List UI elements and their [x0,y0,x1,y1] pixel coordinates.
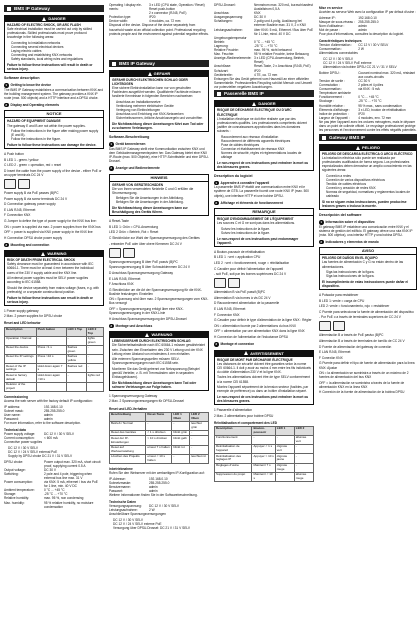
power-supply-icons [109,248,209,258]
step-number-3: 3 [215,342,218,347]
step-number-2: 2 [110,166,113,171]
power-supply-icons [319,321,417,331]
reset-table: Description Push button LED 1 Top LED 2 Top Operation / Normal - - lights green Reset the device Press <1 s flashes green - Reset the IP settings Press >10 s flashes yellow - Reset of the IP settings Hold down again 7 s flashes red - Reset to factory default Hold down again <10 s - lights red Deletion of the project [4,327,104,392]
warning-triangle-icon [41,252,45,256]
table-row: Réinitialisation des réglages IP Appuyer > 10 s clignote jaune - [215,454,314,463]
table-row: Reset des Gerätes < 1 s drücken blinkt grün - [110,431,209,436]
column-english: BMS IP Gateway DANGER HAZARD OF ELECTRIC SHOCK, OR ARC FLASH Safe electrical installation must be carried out only by skilled professionals. Skilled professionals must prove profound knowledge in the following areas: • Connecting to installation networks • Connecting several electrical devices • Laying electric cables • Connecting and establishing KNX networks • Safety standards, local wiring rules and regulations Failure to follow these instructions will result in death or serious injury. Software description 1 Getting to know the device The BMS IP Gateway establishes a communication between KNX and the building management system. The gateway provides a KNX IP route (max. 500 objects) and a HTTP interface and a DPSU choke. 2 Display and Operating elements NOTICE HAZARD OF EQUIPMENT DAMAGE The gateway E and B are not within the power supplies. • Follow the instructions in the figure after making power supply (E and B). • Follow the instructions in the figure. Failure to follow these instructions can damage the device. A Push button B LED 1 - green / yellow C LED 2 - green = operation, red = reset D Insert the cable from the power supply of the device - either PoE or an upper terminals DC 24 V Power supply B via PoE passes (B)PC Power supply B via screw terminals DC 24 V D Connection gateway power supply E LAN RJ45, Ethernet F Connection KNX G Jumper to define the type of power supply for the KNX bus line: ON = power is supplied via max. 2 power supplies from the KNX bus OFF = power is supplied via KNX power supply in the KNX line H Connection DPSU choke power supply 3 Mounting and connection WARNING RISK OF DEATH FROM ELECTRICAL SHOCK Safety clearance must be guaranteed in accordance with IEC 60664-1. There must be at least 4 mm between the individual cores of the 230 V supply cable and the KNX line. All external power supplies must be SELV power supplies according to IEC 61558. Should the device separately from mains voltage (fuses, e.g. with preferably) or a separate constructional position. Failure to follow these instructions can result in death or serious injury. 1 Power supply gateway 2 Max. 2 power supplies for DPSU choke Reset and LED behavior Description Push button LED 1 Top LED 2 Top Operation / Normal - - lights green Reset the device Press <1 s flashes green - Reset the IP settings Press >10 s flashes yellow - Reset of the IP settings Hold down again 7 s flashes red - Reset to factory default Hold down again <10 s - lights red Deletion of the project Commissioning Access the web server with the factory default IP configuration: IP address: 192.168.0.10 Subnet mask: 255.255.255.0 User name: admin Password: admin For more information, refer to the software description. Technical data Power supply voltage: DC 12 V / 30 V SELV Current consumption: < 600 mA Connective power supplies • DC 12 V / 30 V SELV • DC 12 V / 24 V SELV external PoE • Supply by DPSU choke DC 21 V / 31 V SELV DPSU choke: Power output max. 320 mA, short circuit proof, supplying current 0.5 A Output voltage: DC 30 V Switching: 2 pole and 4 pole, triggering when external bus line max. 31 V Power consumption: via KNX: 5 mA, ethernet / bus via PoE for 1 line, min. 40 V DC Ambient temperature: 0 °C ... +45 °C Storage: -25 °C ... +70 °C Relative humidity: max. 95 %, non condensing Max. humidity: 95 % relative humidity, no moisture condensation [4,5,104,509]
table-row: Deletion of the project [5,382,104,391]
danger-header: DANGER [5,16,103,22]
warning-triangle-icon [356,146,360,150]
table-row: Reset the IP settings Press >10 s flashes yellow - [5,355,104,364]
warning-triangle-icon [244,351,248,355]
table-row: Betrieb / Normal - - leuchtet grün [110,421,209,430]
step-number-3: 3 [110,323,113,328]
warning-triangle-icon [145,333,149,337]
table-row: Reset der IP-Einstellungen > 10 s drücken blinkt gelb - [110,436,209,445]
power-supply-icons [214,278,314,288]
table-row: Reset of the IP settings Hold down again 7 s flashes red - [5,364,104,373]
power-supply-icons [4,179,104,189]
section-title: BMS IP Gateway [109,60,209,67]
table-row: Löschen des Projekts erneut < 10 s halten - leuchtet rot [110,454,209,463]
section-title: Passerelle BMS IP [214,90,314,97]
terminal-icon [228,278,240,288]
step-number-1: 1 [215,180,218,185]
table-row: Suppression du projet Maintenir < 10 s - allumée rouge [215,472,314,481]
poe-icon [109,248,121,258]
step-number-2: 2 [5,102,8,107]
software-description-label: Software description [4,76,40,81]
warning-triangle-icon [148,72,152,76]
table-row: Reset the device Press <1 s flashes green - [5,345,104,354]
step-number-1: 1 [320,220,323,225]
column-french: DPSU-Drossel: Nennstrom max. 320 mA, kurzschlussfest Ausfallstrom 0,5 A Anschluss: KNX Ausgangsspannung: DC 30 V Schaltungen: 2-polig und 4-polig, Auslösung bei externer Buslinie max. 31 V, 2 x KNX Leistungsaufnahme: über KNX: 5 mA, Ethernet / Bus über PoE für 1 Linie, mind. 40 V DC Umgebungstemperatur Betrieb: 0 °C ... +45 °C Lagerung: -25 °C ... +70 °C Relative Feuchte: max. 95 %, nicht betauend Max. Feuchte: 95 % relative Feuchte, keine Betauung Anzeige-/Bedienelemente: 3 x LED (CPU-Anwendung, Betrieb, Reset) Anschlüsse: Reset-Taste, 2 x Anschluss (RJ45, PoE) Schutzart: IP20 Gerätebreite: 4 TE, ca. 72 mm Entsorgen Sie das Gerät getrennt vom Hausmüll an einer offiziellen Sammelstelle. Professionelles Recycling schützt Mensch und Umwelt vor potenziellen negativen Auswirkungen. Passerelle BMS IP DANGER RISQUE DE DÉCHARGE ÉLECTRIQUE OU D'ARC ÉLECTRIQUE L'installation électrique ne doit être réalisée que par des professionnels qualifiés. Les professionnels compétents doivent justifier de connaissances approfondies dans les domaines suivants : • Raccordement aux réseaux d'installation • Raccordement de différents appareils électriques • Pose de câbles électriques • Connexion et établissement de réseaux KNX • Normes de sécurité, règles et réglementations locales de câblage Le non-respect de ces instructions peut entraîner la mort ou des blessures graves. Description du logiciel 1 Apprendre à connaître l'appareil La passerelle BMS IP établit une communication entre KNX et le système de GTB. La passerelle fournit une route KNX IP (max. 500 objets), une interface HTTP et une bobine DPSU. 2 Affichage et éléments de fonctionnement REMARQUE RISQUE D'ENDOMMAGEMENT DE L'ÉQUIPEMENT Les sources C et G ne sont pas dans les alimentations. • Suivez les instructions de la figure. • Suivez les instructions de la figure. Le non-respect de ces instructions peut endommager l'appareil. A Bouton-poussoir de réinitialisation B LED 1 : vert = application CPU LED 2 : vert = fonctionnement, rouge = réinitialisation C Cavalier pour définir l'alimentation de l'appareil - soit PoE, soit par les bornes supérieures DC 24 V Alimentation B via PoE passif (B)PC Alimentation B via bornes à vis DC 24 V D Raccordement alimentation de la passerelle E LAN RJ45, Ethernet F Connexion KNX G Cavalier pour définir le type d'alimentation de la ligne KNX : Régler ON = alimentation fournie par 2 alimentations du bus KNX OFF = alimentation par une alimentation KNX dans la ligne KNX H Connexion de l'alimentation de l'inductance DPSU 3 Montage et connexion AVERTISSEMENT RISQUE DE MORT PAR DÉCHARGE ÉLECTRIQUE Les distances de sécurité doivent être garanties selon la norme CEI 60664-1. Il doit y avoir au moins 4 mm entre les fils individuels du câble d'alimentation 230 V et la ligne KNX. Toutes les alimentations doivent être de type SELV conformément à la norme CEI 61558. Montez l'appareil séparément de la tension secteur (fusibles, par exemple de préférence) ou dans un boîtier d'installation séparé. Le non-respect de ces instructions peut entraîner la mort ou des blessures graves. 1 Passerelle d'alimentation 2 Max. 2 alimentations pour bobine DPSU Réinitialisation et comportement des LED Description Bouton-poussoir LED 1 LED 2 Fonctionnement - - allumée vert Réinitialisation de l'appareil Appuyer < 1 s clignote vert - Réinitialisation des réglages IP Appuyer > 10 s clignote jaune - Réglages d'usine Maintenir 7 s clignote rouge - Suppression du projet Maintenir < 10 s - allumée rouge [214,3,314,637]
danger-box: DANGER HAZARD OF ELECTRIC SHOCK, OR ARC FLASH Safe electrical installation must be carried out only by skilled professionals. Skilled professionals must prove profound knowledge in the following areas: • Connecting to installation networks • Connecting several electrical devices • Laying electric cables • Connecting and establishing KNX networks • Safety standards, local wiring rules and regulations Failure to follow these instructions will result in death or serious injury. [4,15,104,73]
column-english-continued: Operating / display ele- 3 x LED (CPU state, Operation / Reset) ments: Reset push-button 2 x connector (RJ45, PoE) Protection type: IP20 Device width: 4 modules, ca. 72 mm Disposal of the device. Dispose of the device separately from household waste at an official collection point. Professional recycling protects people and the environment against potential negative effects. [109,3,209,36]
poe-icon [214,278,226,288]
table-row: Fonctionnement - - allumée vert [215,435,314,444]
step-number-2: 2 [320,239,323,244]
step-number-1: 1 [5,83,8,88]
table-row: Réinitialisation de l'appareil Appuyer < 1 s clignote vert - [215,445,314,454]
step-number-1: 1 [110,142,113,147]
table-row: Réglages d'usine Maintenir 7 s clignote rouge - [215,463,314,472]
warning-triangle-icon [252,102,256,106]
danger-box: DANGER RISQUE DE DÉCHARGE ÉLECTRIQUE OU D'ARC ÉLECTRIQUE L'installation électrique ne doit être réalisée que par des professionnels qualifiés. Les professionnels compétents doivent justifier de connaissances approfondies dans les domaines suivants : • Raccordement aux réseaux d'installation • Raccordement de différents appareils électriques • Pose de câbles électriques • Connexion et établissement de réseaux KNX • Normes de sécurité, règles et réglementations locales de câblage Le non-respect de ces instructions peut entraîner la mort ou des blessures graves. [214,100,314,170]
danger-box: GEFAHR GEFAHR DURCH ELEKTRISCHEN SCHLAG ODER LICHTBOGEN Eine sichere Elektroinstallation kann nur von geschulten Fachleuten ausgeführt werden. Qualifizierte Fachleute müssen fundierte Kenntnisse in folgenden Bereichen nachweisen: • Anschluss an Installationsnetze • Verbindung mehrerer elektrischer Geräte • Verlegung von Elektroleitungen • Anschluss und Errichtung von KNX-Netzwerken • Sicherheitsnormen, örtliche Anschlussregeln und vorschriften Die Nichtbeachtung dieser Anweisungen führt zum Tod oder zu schweren Verletzungen. [109,70,209,132]
warning-box: WARNUNG LEBENSGEFAHR DURCH ELEKTRISCHEN SCHLAG Die Sicherheitsabstände nach IEC 60664-1 müssen gewährleistet sein. Zwischen den Einzeladern des 230 V Leitung und der KNX Leitung einen Abstand von mindestens 4 mm einhalten. Alle externen Spannungsquellen müssen SELV-Spannungsversorgungen nach IEC 61558 sein. Montieren Sie das Gerät getrennt von Netzspannung (Beispiel gemäß Verteiler, z. B. mit Trennwänden oder in separaten Einbaugehäusen). Die Nichtbeachtung dieser Anweisungen kann Tod oder schwere Verletzungen zur Folge haben. [109,331,209,391]
table-row: Reset auf Werkseinstellung erneut 7 s halten blinkt rot - [110,445,209,454]
notice-box: REMARQUE RISQUE D'ENDOMMAGEMENT DE L'ÉQUIPEMENT Les sources C et G ne sont pas dans les alimentations. • Suivez les instructions de la figure. • Suivez les instructions de la figure. Le non-respect de ces instructions peut endommager l'appareil. [214,208,314,247]
warning-box: WARNING RISK OF DEATH FROM ELECTRICAL SHOCK Safety clearance must be guaranteed in accordance with IEC 60664-1. There must be at least 4 mm between the individual cores of the 230 V supply cable and the KNX line. All external power supplies must be SELV power supplies according to IEC 61558. Should the device separately from mains voltage (fuses, e.g. with preferably) or a separate constructional position. Failure to follow these instructions can result in death or serious injury. [4,250,104,305]
column-german: BMS IP Gateway GEFAHR GEFAHR DURCH ELEKTRISCHEN SCHLAG ODER LICHTBOGEN Eine sichere Elektroinstallation kann nur von geschulten Fachleuten ausgeführt werden. Qualifizierte Fachleute müssen fundierte Kenntnisse in folgenden Bereichen nachweisen: • Anschluss an Installationsnetze • Verbindung mehrerer elektrischer Geräte • Verlegung von Elektroleitungen • Anschluss und Errichtung von KNX-Netzwerken • Sicherheitsnormen, örtliche Anschlussregeln und vorschriften Die Nichtbeachtung dieser Anweisungen führt zum Tod oder zu schweren Verletzungen. Software-Beschreibung 1 Gerät kennenlernen Das BMS IP Gateway stellt eine Kommunikation zwischen KNX und dem Gebäudemanagementsystem her. Das Gateway bietet eine KNX IP-Route (max. 500 Objekte), eine HTTP-Schnittstelle und eine DPSU-Drossel. 2 Anzeige und Bedienelemente HINWEIS GEFAHR VON GERÄTESCHÄDEN Die von Ihnen verwendeten Netzteile C und G erfüllen die Stromversorgung. • Befolgen Sie die Anweisungen in der Abbildung. • Befolgen Sie die Anweisungen in der Abbildung. Die Nichtbeachtung dieser Anweisungen kann zur Beschädigung des Geräts führen. A Reset-Taste B LED 1: Grün = CPU-Anwendung LED 2 Grün = Betrieb, Rot = Reset C Steckbrücke zur Wahl der Spannungsversorgung des Gerätes - entweder PoE oder über obere Klemmen DC 24 V Spannungsversorgung B über PoE passiv (B)PC Spannungsversorgung B über Schraubklemmen DC 24 V D Anschluss Spannungsversorgung Gateway E LAN RJ45, Ethernet F Anschluss KNX G Steckbrücke um die Art der Spannungsversorgung für die KNX-Buslinie festzulegen: Einstellen ON = Spannung wird über max. 2 Spannungsversorgungen vom KNX-Bus versorgt OFF = Spannungsversorgung erfolgt über eine KNX-Spannungsversorgung in der KNX-Linie H Anschluss Spannungsversorgung der DPSU-Drossel 3 Montage und Anschluss WARNUNG LEBENSGEFAHR DURCH ELEKTRISCHEN SCHLAG Die Sicherheitsabstände nach IEC 60664-1 müssen gewährleistet sein. Zwischen den Einzeladern des 230 V Leitung und der KNX Leitung einen Abstand von mindestens 4 mm einhalten. Alle externen Spannungsquellen müssen SELV-Spannungsversorgungen nach IEC 61558 sein. Montieren Sie das Gerät getrennt von Netzspannung (Beispiel gemäß Verteiler, z. B. mit Trennwänden oder in separaten Einbaugehäusen). Die Nichtbeachtung dieser Anweisungen kann Tod oder schwere Verletzungen zur Folge haben. 1 Spannungsversorgung Gateway 2 Max. 2 Spannungsversorgungen für DPSU-Drossel Reset und LED-Verhalten Beschreibung Reset-Taste LED 1 Oben LED 2 Oben Betrieb / Normal - - leuchtet grün Reset des Gerätes < 1 s drücken blinkt grün - Reset der IP-Einstellungen > 10 s drücken blinkt gelb - Reset auf Werkseinstellung erneut 7 s halten blinkt rot - Löschen des Projekts erneut < 10 s halten - leuchtet rot Inbetriebnahme Rufen Sie den Webserver mit der werkseitigen IP-Konfiguration auf: IP-Adresse: 192.168.0.10 Subnetzmaske: 255.255.255.0 Benutzername: admin Passwort: admin Weitere Informationen finden Sie in der Softwarebeschreibung. Technische Daten Versorgungsspannung: DC 12 V / 30 V SELV Leistungsaufnahme: 2 W Anschließbare Spannungsversorgungen • DC 12 V / 30 V SELV • DC 12 V / 24 V SELV externe PoE • Versorgung über DPSU-Drossel: DC 21 V / 31 V SELV [109,60,209,635]
terminal-icon [18,179,30,189]
warning-triangle-icon [42,17,46,21]
table-row: Operation / Normal - - lights green [5,336,104,345]
danger-box: PELIGRO PELIGRO DE DESCARGA ELÉCTRICA O ARCO ELÉCTRICO La instalación eléctrica sólo puede ser realizada por profesionales cualificados de forma segura. Los profesionales especializados deben demostrar un amplio conocimiento en las siguientes áreas: • Conexión a redes • Conexión de varios dispositivos eléctricos • Tendido de cables eléctricos • Conexión y creación de redes KNX • Normas de seguridad, normativas y reglamentos locales de cableado Si no se siguen estas instrucciones, pueden producirse lesiones graves o incluso la muerte. [319,144,417,210]
poe-icon [319,321,331,331]
section-title: Gateway BMS IP [319,134,417,141]
notice-box: AVISO PELIGRO DE DAÑOS EN EL EQUIPO Las fuentes de alimentación C y G no están dentro de las alimentaciones. • Siga las instrucciones de la figura. • Siga las instrucciones de la figura. El incumplimiento de estas instrucciones puede dañar el dispositivo. [319,247,417,290]
poe-icon [4,179,16,189]
terminal-icon [333,321,345,331]
danger-list: • Connecting to installation networks • Connecting several electrical devices • Laying electric cables • Connecting and establishing KNX networks • Safety standards, local wiring rules and regulations [7,41,101,61]
reset-table: Description Bouton-poussoir LED 1 LED 2 Fonctionnement - - allumée vert Réinitialisation de l'appareil Appuyer < 1 s clignote vert - Réinitialisation des réglages IP Appuyer > 10 s clignote jaune - Réglages d'usine Maintenir 7 s clignote rouge - Suppression du projet Maintenir < 10 s - allumée rouge [214,426,314,482]
step-number-2: 2 [215,200,218,205]
step-number-3: 3 [5,242,8,247]
section-title: BMS IP Gateway [4,5,104,12]
reset-table: Beschreibung Reset-Taste LED 1 Oben LED 2 Oben Betrieb / Normal - - leuchtet grün Reset des Gerätes < 1 s drücken blinkt grün - Reset der IP-Einstellungen > 10 s drücken blinkt gelb - Reset auf Werkseinstellung erneut 7 s halten blinkt rot - Löschen des Projekts erneut < 10 s halten - leuchtet rot [109,412,209,464]
column-spanish: Mise en service Accéder au serveur Web avec la configuration IP par défaut d'usine : Adresse IP : 192.168.0.10 Masque de sous-réseau : 255.255.255.0 Nom d'utilisateur : admin Mot de passe : admin Pour plus d'informations, consultez la description du logiciel. Caractéristiques techniques Tension d'alimentation : CC 12 V / 30 V SELV Consommation : 2 W Alimentations connectables • CC 12 V / 30 V SELV • CC 12 V / 24 V SELV PoE externe • Alimentation via bobine DPSU CC 21 V / 31 V SELV Bobine DPSU : Courant nominal max. 320 mA, résistant aux courts-circuits Tension de sortie : CC 30 V Commutation : 2 pôles et 4 pôles Consommation : via KNX : 5 mA Température ambiante Fonctionnement : 0 °C ... +45 °C Stockage : -25 °C ... +70 °C Humidité relative : 95 % max., sans condensation Éléments d'affichage : 3 x LED, bouton de réinitialisation Indice de protection : IP20 Largeur de l'appareil : 4 modules, env. 72 mm Ne pas jeter l'appareil avec les ordures ménagères, mais le déposer dans un point de collecte officiel. Le recyclage professionnel protège les personnes et l'environnement contre les effets négatifs potentiels. Gateway BMS IP PELIGRO PELIGRO DE DESCARGA ELÉCTRICA O ARCO ELÉCTRICO La instalación eléctrica sólo puede ser realizada por profesionales cualificados de forma segura. Los profesionales especializados deben demostrar un amplio conocimiento en las siguientes áreas: • Conexión a redes • Conexión de varios dispositivos eléctricos • Tendido de cables eléctricos • Conexión y creación de redes KNX • Normas de seguridad, normativas y reglamentos locales de cableado Si no se siguen estas instrucciones, pueden producirse lesiones graves o incluso la muerte. Descripción del software 1 Información sobre el dispositivo El gateway BMS IP establece una comunicación entre KNX y el sistema de gestión del edificio. El gateway ofrece una ruta KNX IP (máx. 500 objetos), una interfaz HTTP y una bobina DPSU. 2 Indicadores y elementos de mando AVISO PELIGRO DE DAÑOS EN EL EQUIPO Las fuentes de alimentación C y G no están dentro de las alimentaciones. • Siga las instrucciones de la figura. • Siga las instrucciones de la figura. El incumplimiento de estas instrucciones puede dañar el dispositivo. A Pulsador para restablecer B LED 1: verde = carga de CPU LED 2: verde = funcionamiento, rojo = restablecer C Puente para seleccionar la fuente de alimentación del dispositivo - Por PoE o a través de terminales superiores de CC 24 V Alimentación B a través de PoE pasivo (B)PC Alimentación B a través de terminales de tornillo de CC 24 V D Fuente de alimentación del gateway de conexión E LAN RJ45, Ethernet F Conexión KNX G Puente para definir el tipo de fuente de alimentación para la línea KNX: Ajustar ON = la alimentación se suministra a través de un máximo de 2 fuentes de alimentación del bus KNX OFF = la alimentación se suministra a través de la fuente de alimentación KNX en la línea KNX H Conexión de la fuente de alimentación de la bobina DPSU [319,3,417,637]
terminal-icon [123,248,135,258]
table-row: Reset to factory default Hold down again <10 s - lights red [5,373,104,382]
notice-box: NOTICE HAZARD OF EQUIPMENT DAMAGE The gateway E and B are not within the power supplies. • Follow the instructions in the figure after making power supply (E and B). • Follow the instructions in the figure. Failure to follow these instructions can damage the device. [4,110,104,149]
warning-box: AVERTISSEMENT RISQUE DE MORT PAR DÉCHARGE ÉLECTRIQUE Les distances de sécurité doivent être garanties selon la norme CEI 60664-1. Il doit y avoir au moins 4 mm entre les fils individuels du câble d'alimentation 230 V et la ligne KNX. Toutes les alimentations doivent être de type SELV conformément à la norme CEI 61558. Montez l'appareil séparément de la tension secteur (fusibles, par exemple de préférence) ou dans un boîtier d'installation séparé. Le non-respect de ces instructions peut entraîner la mort ou des blessures graves. [214,350,314,405]
notice-box: HINWEIS GEFAHR VON GERÄTESCHÄDEN Die von Ihnen verwendeten Netzteile C und G erfüllen die Stromversorgung. • Befolgen Sie die Anweisungen in der Abbildung. • Befolgen Sie die Anweisungen in der Abbildung. Die Nichtbeachtung dieser Anweisungen kann zur Beschädigung des Geräts führen. [109,174,209,217]
